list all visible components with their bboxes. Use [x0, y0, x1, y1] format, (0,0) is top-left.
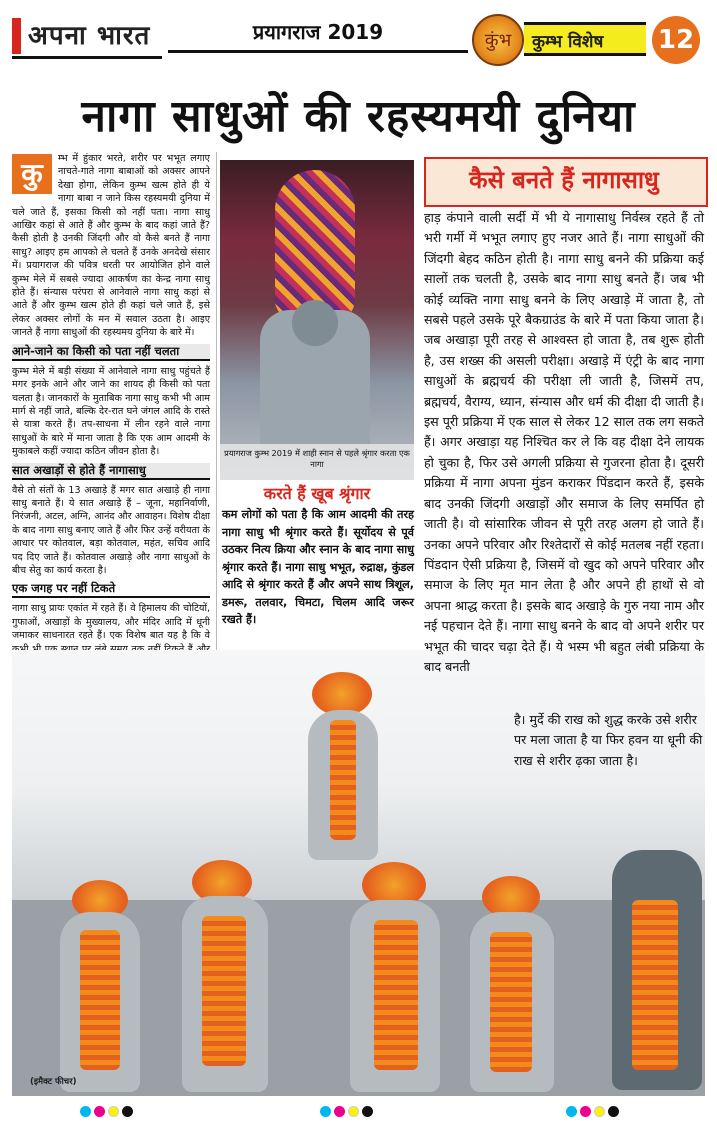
page-headline: नागा साधुओं की रहस्यमयी दुनिया [81, 91, 636, 142]
registration-dot [580, 1106, 591, 1117]
registration-dot [608, 1106, 619, 1117]
intro-paragraph: म्भ में हुंकार भरते, शरीर पर भभूत लगाए नाचते-गाते नागा बाबाओं को अक्सर आपने देखा होगा, लेकिन कुम्भ खत्म होते ही ये नागा बाबा न जाने किस रहस्यमयी दुनिया में चले जाते हैं, इसका किसी को नहीं पता। नागा साधु आखिर कहां से आते हैं और कुम्भ के बाद कहां जाते हैं? कैसी होती है उनकी जिंदगी और वो कैसे बनते हैं नागा साधु? आइए हम आपको ले चलते हैं उनके अनदेखे संसार में। प्रयागराज की पवित्र धरती पर आयोजित होने वाले कुम्भ मेले में सबसे ज्यादा आकर्षण का केन्द्र नागा साधु होते हैं। संन्यास परंपरा से आनेवाले नागा साधु कहां से आते हैं और कुम्भ खत्म होते ही कहां चले जाते हैं, इसे लेकर अक्सर लोगों के मन में सवाल उठता है। आइए जानते हैं नागा साधुओं की रहस्यमय दुनिया के बारे में। [12, 153, 210, 339]
registration-dot [362, 1106, 373, 1117]
right-column-tail: है। मुर्दे की राख को शुद्ध करके उसे शरीर पर मला जाता है या फिर हवन या धूनी की राख से शरीर ढ़का जाता है। [514, 712, 703, 768]
section-heading-wandering: एक जगह पर नहीं टिकते [12, 581, 210, 598]
registration-dot [348, 1106, 359, 1117]
page-number: 12 [652, 16, 700, 64]
section-heading-akharas: सात अखाड़ों से होते हैं नागासाधु [12, 463, 210, 480]
photo-caption: प्रयागराज कुम्भ 2019 में शाही स्नान से पहले श्रृंगार करता एक नागा [220, 444, 414, 480]
right-column-body: हाड़ कंपाने वाली सर्दी में भी ये नागासाधु निर्वस्त्र रहते हैं तो भरी गर्मी में भभूत लगाए हुए नजर आते हैं। नागा साधुओं की जिंदगी बेहद कठिन होती है। नागा साधु बनने की प्रक्रिया कई सालों तक चलती है, उसके बाद नागा साधु बनते हैं। जब भी कोई व्यक्ति नागा साधु बनने के लिए अखाड़े में जाता है, तो सबसे पहले उसके पूरे बैकग्राउंड के बारे में पता किया जाता है। जब अखाड़ा पूरी तरह से आश्वस्त हो जाता है, तब शुरू होती है, उस शख्स की असली परीक्षा। अखाड़े में एंट्री के बाद नागा साधुओं के ब्रह्मचर्य की परीक्षा ली जाती है, जिसमें तप, ब्रह्मचर्य, वैराग्य, ध्यान, संन्यास और धर्म की दीक्षा दी जाती है। इस पूरी प्रक्रिया में एक साल से लेकर 12 साल तक लग सकते हैं। अगर अखाड़ा यह निश्चित कर ले कि वह दीक्षा देने लायक हो चुका है, फिर उसे अगली प्रक्रिया से गुजरना होता है। दूसरी प्रक्रिया में नागा अपना मुंडन कराकर पिंडदान करते हैं, इसके बाद उनकी जिंदगी अखाड़ों और समाज के लिए समर्पित हो जाती है। वो सांसारिक जीवन से पूरी तरह अलग हो जाते हैं। उनका अपने परिवार और रिश्तेदारों से कोई मतलब नहीं रहता। पिंडदान ऐसी प्रक्रिया है, जिसमें वो खुद को अपने परिवार और समाज के लिए मृत मान लेता है और अपने ही हाथों से वो अपना श्राद्ध करता है। इसके बाद अखाड़े के गुरु नया नाम और नई पहचान देते हैं। नागा साधु बनने के बाद वो अपने शरीर पर भभूत की चादर चढ़ा देते हैं। ये भस्म भी बहुत लंबी प्रक्रिया के बाद बनती [424, 210, 704, 674]
photo-garland [374, 920, 418, 1070]
section-label: कुम्भ विशेष [524, 22, 646, 56]
registration-dots-left [80, 1102, 136, 1114]
registration-dot [320, 1106, 331, 1117]
photo-garland [80, 930, 120, 1070]
photo-turban [275, 170, 355, 320]
section-body-akharas: वैसे तो संतों के 13 अखाड़े हैं मगर सात अखाड़े ही नागा साधु बनाते हैं। ये सात अखाड़े हैं – जूना, महानिर्वाणी, निरंजनी, अटल, अग्नि, आनंद और आवाहन। विशेष दीक्षा के बाद नागा साधु बनाए जाते हैं और फिर उन्हें वरीयता के आधार पर कोतवाल, बड़ा कोतवाल, महंत, सचिव आदि पद दिए जाते हैं। कोतवाल अखाड़े और नागा साधुओं के बीच सेतु का कार्य करता है। [12, 484, 210, 576]
brand-underline [12, 56, 162, 59]
registration-dot [594, 1106, 605, 1117]
kumbh-logo [472, 14, 524, 66]
kumbh-logo-text: कुंभ [484, 30, 512, 51]
registration-dot [566, 1106, 577, 1117]
section-body-wandering: नागा साधु प्रायः एकांत में रहते हैं। वे हिमालय की चोटियों, गुफाओं, अखाड़ों के मुख्यालय, और मंदिर आदि में धूनी जमाकर साधनारत रहते हैं। एक विशेष बात यह है कि वे [12, 603, 210, 642]
brand-accent-bar [12, 18, 21, 54]
shringar-heading: करते हैं खूब श्रृंगार [263, 484, 371, 503]
registration-dot [108, 1106, 119, 1117]
registration-dots-right [566, 1102, 622, 1114]
registration-dot [334, 1106, 345, 1117]
naga-shringar-photo [220, 160, 414, 480]
section-body-arrival: कुम्भ मेले में बड़ी संख्या में आनेवाले नागा साधु पहुंचते हैं मगर इनके आने और जाने का शायद ही किसी को पता चलता है। जानकारों के मुताबिक नागा साधु कभी भी आम मार्ग से नहीं जाते, बल्कि देर-रात घने जंगल आदि के रास्ते से यात्रा करते हैं। तप-साधना में लीन रहने वाले नागा साधुओं के बारे में माना जाता है कि एक आम आदमी के मुकाबले कहीं ज्यादा कठिन जीवन होता है। [12, 365, 210, 458]
dropcap: कु [12, 154, 52, 194]
photo-garland [330, 720, 356, 840]
registration-dots-center [320, 1102, 376, 1114]
shringar-body: कम लोगों को पता है कि आम आदमी की तरह नागा साधु भी श्रृंगार करते हैं। सूर्योदय से पूर्व उठकर नित्य क्रिया और स्नान के बाद नागा साधु श्रृंगार करते हैं। नागा साधु भभूत, रुद्राक्ष, कुंडल आदि से श्रृंगार करते हैं और अपने साथ त्रिशूल, डमरू, तलवार, चिमटा, चिलम आदि जरूर रखते हैं। [222, 508, 414, 626]
right-heading: कैसे बनते हैं नागासाधु [469, 166, 659, 194]
photo-garland [632, 900, 678, 1070]
edition-label: प्रयागराज 2019 [252, 20, 384, 44]
registration-dot [94, 1106, 105, 1117]
photo-face [292, 300, 338, 346]
registration-dot [122, 1106, 133, 1117]
section-heading-arrival: आने-जाने का किसी को पता नहीं चलता [12, 344, 210, 361]
edition-underline [168, 50, 468, 53]
newspaper-brand: अपना भारत [28, 21, 151, 51]
photo-garland [490, 932, 532, 1072]
photo-garland [202, 916, 246, 1066]
photo-credit: (इमैक्ट फीचर) [30, 1077, 77, 1087]
registration-dot [80, 1106, 91, 1117]
